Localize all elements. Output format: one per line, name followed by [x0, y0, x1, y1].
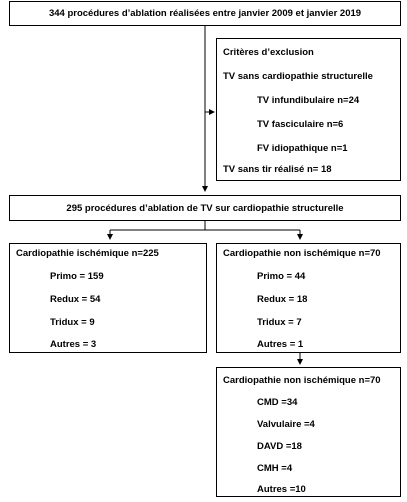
- nonischemic-title: Cardiopathie non ischémique n=70: [223, 248, 381, 259]
- detail-title: Cardiopathie non ischémique n=70: [223, 375, 381, 386]
- exclusion-criteria-box: [216, 38, 401, 181]
- nonischemic-item: Redux = 18: [257, 294, 308, 305]
- ischemic-item: Autres = 3: [50, 339, 97, 350]
- structural-procedures-text: 295 procédures d’ablation de TV sur cardiopathie structurelle: [66, 203, 344, 214]
- structural-procedures-box: [9, 195, 401, 221]
- nonischemic-item: Autres = 1: [257, 339, 304, 350]
- ischemic-item: Tridux = 9: [50, 317, 95, 328]
- ischemic-title: Cardiopathie ischémique n=225: [16, 248, 159, 259]
- nonischemic-item: Tridux = 7: [257, 317, 302, 328]
- detail-item: CMD =34: [257, 397, 298, 408]
- detail-item: Autres =10: [257, 484, 306, 495]
- total-procedures-box: [9, 1, 401, 26]
- ischemic-box: [9, 243, 207, 353]
- exclusion-item: FV idiopathique n=1: [257, 143, 348, 154]
- detail-item: DAVD =18: [257, 441, 302, 452]
- nonischemic-item: Primo = 44: [257, 271, 306, 282]
- nonischemic-detail-box: [216, 367, 401, 497]
- detail-item: Valvulaire =4: [257, 419, 315, 430]
- exclusion-item: TV infundibulaire n=24: [257, 95, 360, 106]
- ischemic-item: Redux = 54: [50, 294, 101, 305]
- nonischemic-box: [216, 243, 401, 353]
- exclusion-group-no-structural: TV sans cardiopathie structurelle: [223, 71, 373, 82]
- total-procedures-text: 344 procédures d’ablation réalisées entre janvier 2009 et janvier 2019: [48, 8, 362, 19]
- exclusion-title: Critères d’exclusion: [223, 47, 314, 58]
- exclusion-group-no-shot: TV sans tir réalisé n= 18: [223, 164, 332, 175]
- detail-item: CMH =4: [257, 463, 293, 474]
- exclusion-item: TV fasciculaire n=6: [257, 119, 344, 130]
- ischemic-item: Primo = 159: [50, 271, 104, 282]
